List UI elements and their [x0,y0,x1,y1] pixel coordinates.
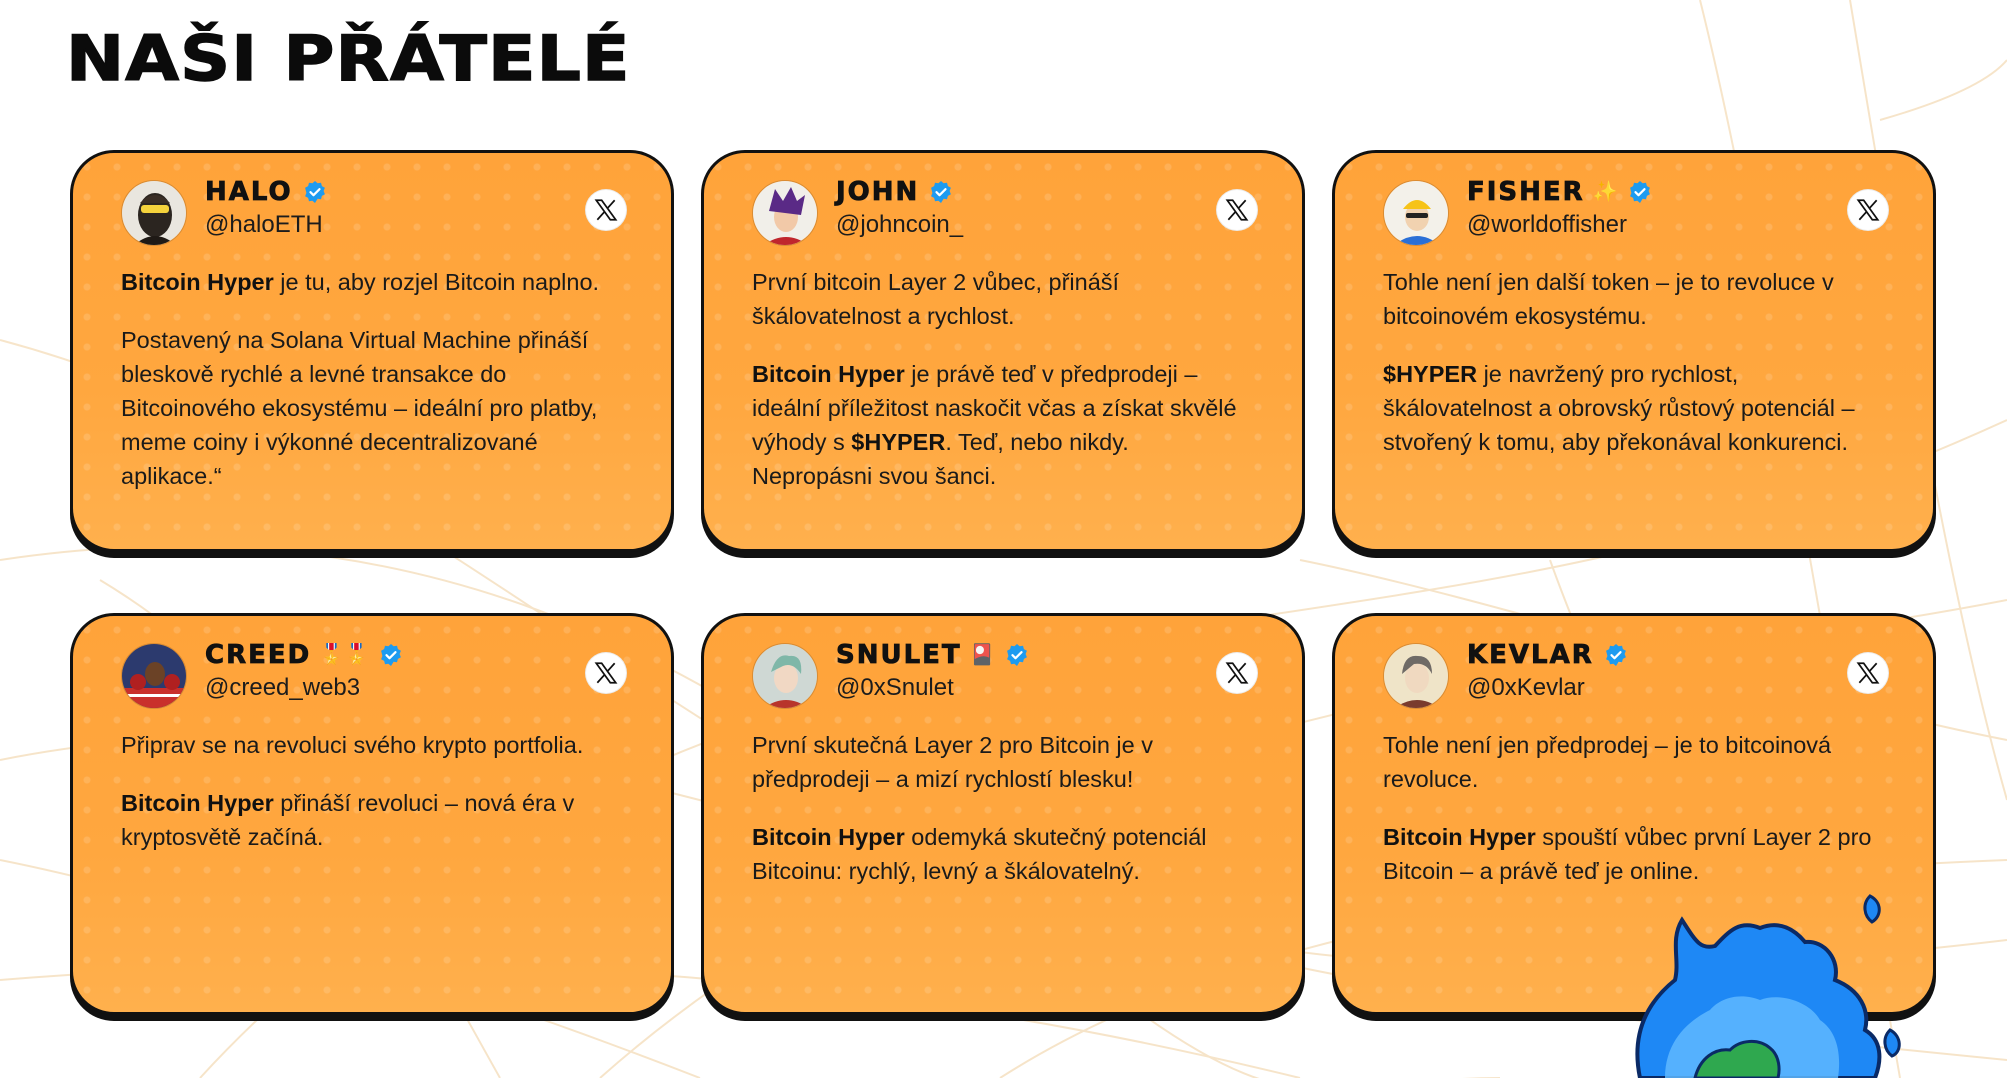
author-handle[interactable]: @0xSnulet [836,674,954,701]
card-text: Tohle není jen předprodej – je to bitcoinová revoluce. Bitcoin Hyper spouští vůbec první Layer 2 pro Bitcoin – a právě teď je online. [1383,732,1872,884]
x-logo-icon [1224,197,1250,223]
x-logo-icon [1855,660,1881,686]
verified-badge-icon [1005,643,1029,667]
author-name: JOHN [836,177,920,207]
card-header [752,638,1254,714]
avatar [1383,643,1449,709]
verified-badge-icon [1628,180,1652,204]
author-name: SNULET [836,640,962,670]
card-header [1383,175,1885,251]
author-name: HALO [205,177,293,207]
card-text: Připrav se na revoluci svého krypto portfolia. Bitcoin Hyper přináší revoluci – nová éra v kryptosvětě začíná. [121,732,584,850]
page-title: NAŠI PŘÁTELÉ [66,22,631,95]
author-handle[interactable]: @worldoffisher [1467,211,1627,238]
x-link-button[interactable] [585,189,627,231]
testimonial-card-john [701,150,1305,552]
card-header [121,175,623,251]
x-link-button[interactable] [585,652,627,694]
card-header [1383,638,1885,714]
x-link-button[interactable] [1216,189,1258,231]
card-text: Tohle není jen další token – je to revoluce v bitcoinovém ekosystému. $HYPER je navržený pro rychlost, škálovatelnost a obrovský růstový potenciál – stvořený k tomu, aby překonával konkurenci. [1383,269,1855,455]
blue-flame-decoration [1620,880,1920,1078]
testimonial-card-snulet [701,613,1305,1015]
verified-badge-icon [379,643,403,667]
author-name: CREED [205,640,312,670]
author-handle[interactable]: @creed_web3 [205,674,361,701]
x-link-button[interactable] [1847,652,1889,694]
testimonial-card-creed [70,613,674,1015]
verified-badge-icon [303,180,327,204]
verified-badge-icon [929,180,953,204]
author-handle[interactable]: @0xKevlar [1467,674,1585,701]
x-logo-icon [593,197,619,223]
avatar [1383,180,1449,246]
x-logo-icon [1224,660,1250,686]
testimonial-card-halo [70,150,674,552]
author-handle[interactable]: @johncoin_ [836,211,964,238]
avatar [121,643,187,709]
x-logo-icon [1855,197,1881,223]
card-icon: 🎴 [969,644,995,666]
author-name: FISHER [1467,177,1585,207]
card-header [121,638,623,714]
card-text: První bitcoin Layer 2 vůbec, přináší škálovatelnost a rychlost. Bitcoin Hyper je právě teď v předprodeji – ideální příležitost naskočit včas a získat skvělé výhody s $HYPER. Teď, nebo nikdy. Nepropásni svou šanci. [752,269,1237,489]
testimonial-card-fisher [1332,150,1936,552]
verified-badge-icon [1604,643,1628,667]
x-link-button[interactable] [1847,189,1889,231]
card-text: První skutečná Layer 2 pro Bitcoin je v předprodeji – a mizí rychlostí blesku! Bitcoin Hyper odemyká skutečný potenciál Bitcoinu: rychlý, levný a škálovatelný. [752,732,1207,884]
card-text: Bitcoin Hyper je tu, aby rozjel Bitcoin naplno. Postavený na Solana Virtual Machine přináší bleskově rychlé a levné transakce do Bitcoinového ekosystému – ideální pro platby, meme coiny i výkonné decentralizované aplikace.“ [121,269,600,489]
avatar [121,180,187,246]
x-logo-icon [593,660,619,686]
medal-icon: 🎖️🎖️ [319,644,370,666]
author-handle[interactable]: @haloETH [205,211,323,238]
x-link-button[interactable] [1216,652,1258,694]
author-name: KEVLAR [1467,640,1594,670]
avatar [752,643,818,709]
avatar [752,180,818,246]
card-header [752,175,1254,251]
sparkle-icon: ✨ [1592,181,1618,203]
